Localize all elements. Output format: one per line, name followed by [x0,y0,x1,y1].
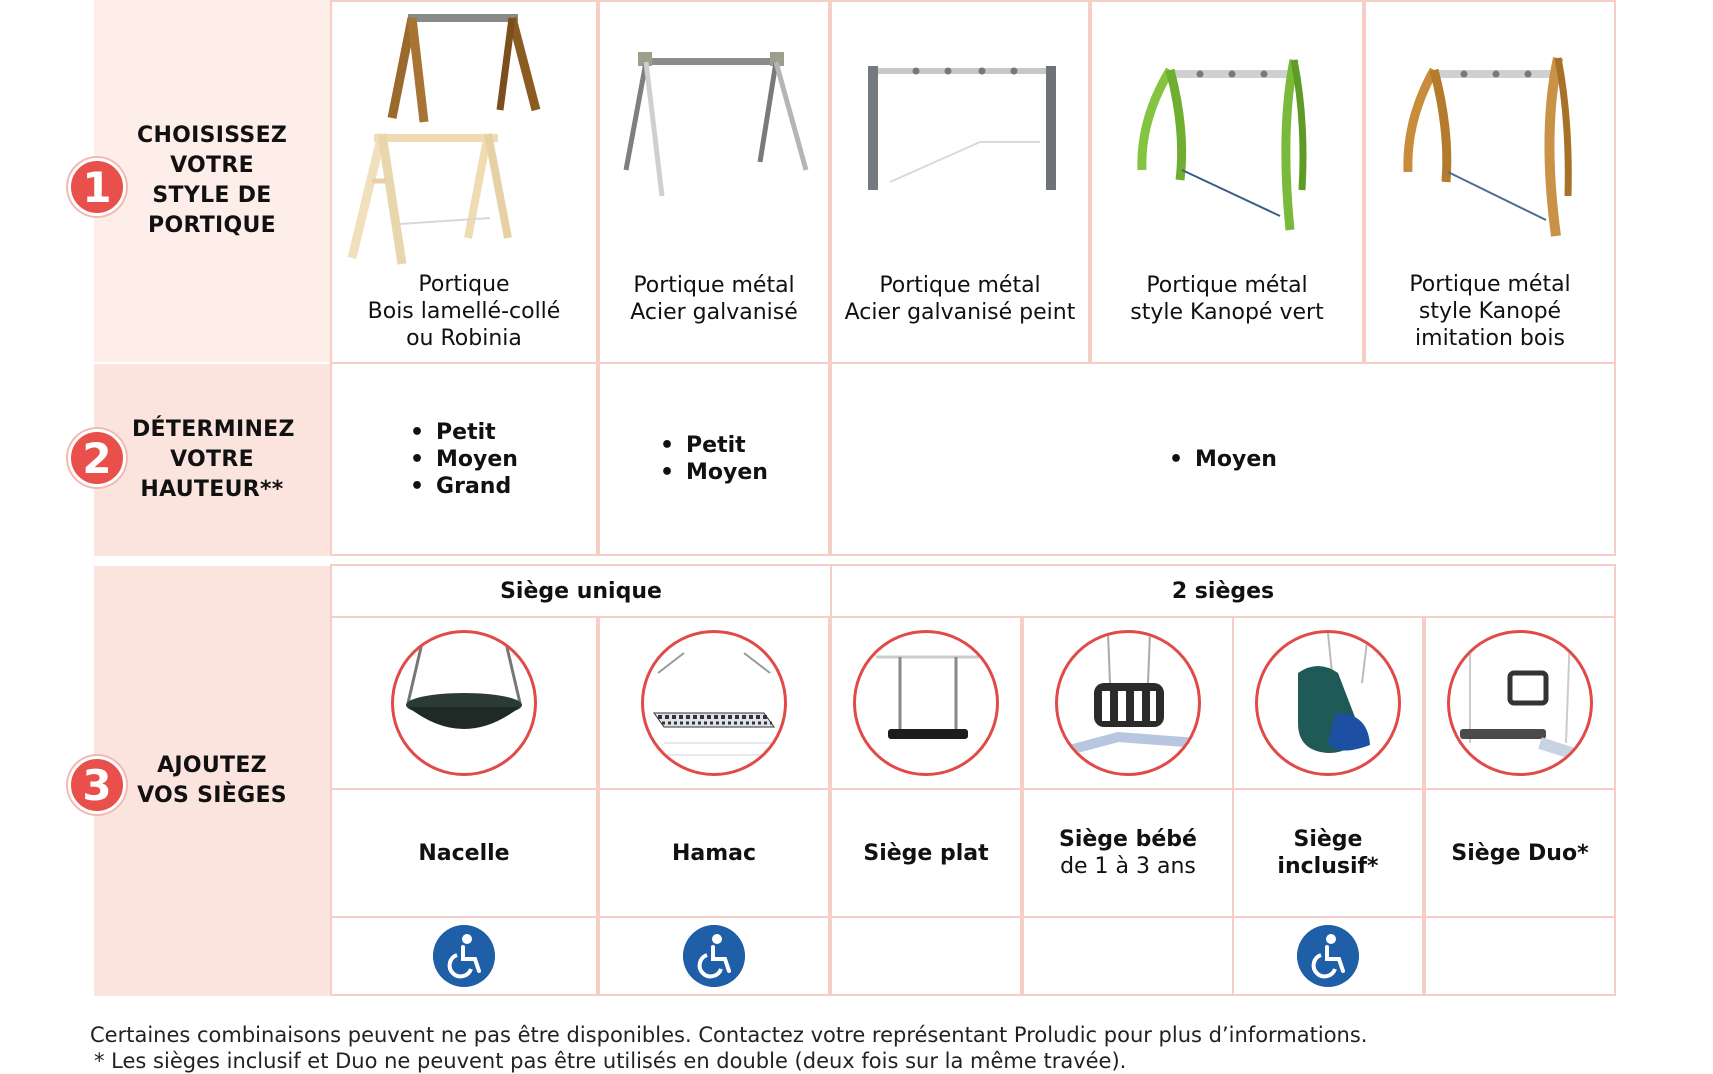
seat-name-cell-duo [1424,788,1616,918]
galvanized-steel-swing-frame-image [610,40,820,210]
access-cell-hamac [598,916,830,996]
height-cell-wood [330,362,598,556]
seat-name-cell-inclusive [1232,788,1424,918]
seat-name-duo: Siège Duo* [1451,840,1589,866]
seat-name-cell-hamac [598,788,830,918]
height-cell-galvanized [598,362,830,556]
frame-wood-line3: ou Robinia [406,326,522,351]
height-option: • Petit [410,419,518,446]
seat-name-inclusive: Siège inclusif* [1277,827,1379,879]
step2-label: DÉTERMINEZ VOTRE HAUTEUR** [132,417,295,502]
height-cell-others [830,362,1616,556]
frame-wood-line1: Portique [418,272,510,297]
seat-image-cell-hamac[interactable] [598,616,830,790]
frame-painted-line1: Portique métal [879,273,1041,298]
height-option: • Grand [410,473,518,500]
seat-sub-baby: de 1 à 3 ans [1060,854,1196,879]
height-list-wood [410,419,518,500]
seat-name-baby: Siège bébé [1059,827,1197,852]
nacelle-seat-image [391,630,537,776]
wheelchair-accessibility-icon [1297,925,1359,987]
duo-seat-image [1447,630,1593,776]
wood-swing-frame-image [340,6,590,268]
frame-galvanized-line2: Acier galvanisé [630,300,798,325]
frame-kanope-wood-line1: Portique métal [1409,272,1571,297]
frame-painted-line2: Acier galvanisé peint [844,300,1076,325]
seat-group-single-header: Siège unique [330,564,832,618]
access-cell-duo [1424,916,1616,996]
access-cell-nacelle [330,916,598,996]
seat-name-nacelle: Nacelle [418,840,510,866]
height-option: • Moyen [660,459,768,486]
seat-image-cell-duo[interactable] [1424,616,1616,790]
frame-galvanized-line1: Portique métal [633,273,795,298]
seat-image-cell-baby[interactable] [1022,616,1234,790]
frame-kanope-wood-line3: imitation bois [1415,326,1565,351]
footnote-double-use: * Les sièges inclusif et Duo ne peuvent pas être utilisés en double (deux fois sur la même travée). [94,1049,1127,1073]
seat-name-cell-flat [830,788,1022,918]
footnote-availability: Certaines combinaisons peuvent ne pas être disponibles. Contactez votre représentant Proludic pour plus d’informations. [90,1023,1368,1047]
seat-name-cell-nacelle [330,788,598,918]
access-cell-inclusive [1232,916,1424,996]
frame-kanope-green-line1: Portique métal [1146,273,1308,298]
seat-image-cell-nacelle[interactable] [330,616,598,790]
baby-seat-image [1055,630,1201,776]
wood-look-kanope-swing-frame-image [1400,36,1590,246]
frame-kanope-wood-line2: style Kanopé [1418,299,1562,324]
height-option: • Moyen [1169,446,1277,473]
step2-label-panel [94,364,330,556]
wheelchair-accessibility-icon [433,925,495,987]
frame-wood-line2: Bois lamellé-collé [367,299,561,324]
step2-number-badge: 2 [68,429,126,487]
wheelchair-accessibility-icon [683,925,745,987]
seat-name-hamac: Hamac [671,840,757,866]
green-kanope-swing-frame-image [1130,40,1320,240]
step1-number-badge: 1 [68,158,126,216]
seat-image-cell-inclusive[interactable] [1232,616,1424,790]
step3-label-panel [94,566,330,996]
access-cell-baby [1022,916,1234,996]
height-list-others [1169,446,1277,473]
step1-label-panel [94,0,330,362]
painted-steel-swing-frame-image [860,56,1070,196]
step1-label: CHOISISSEZ VOTRE STYLE DE PORTIQUE [137,123,288,238]
seat-image-cell-flat[interactable] [830,616,1022,790]
access-cell-flat [830,916,1022,996]
hamac-seat-image [641,630,787,776]
step3-label: AJOUTEZ VOS SIÈGES [137,753,287,808]
flat-seat-image [853,630,999,776]
height-list-galvanized [660,432,768,486]
seat-name-cell-baby [1022,788,1234,918]
seat-group-double-header: 2 sièges [830,564,1616,618]
seat-name-flat: Siège plat [863,840,989,866]
frame-kanope-green-line2: style Kanopé vert [1130,300,1324,325]
height-option: • Moyen [410,446,518,473]
height-option: • Petit [660,432,768,459]
inclusive-seat-image [1255,630,1401,776]
step3-number-badge: 3 [68,756,126,814]
